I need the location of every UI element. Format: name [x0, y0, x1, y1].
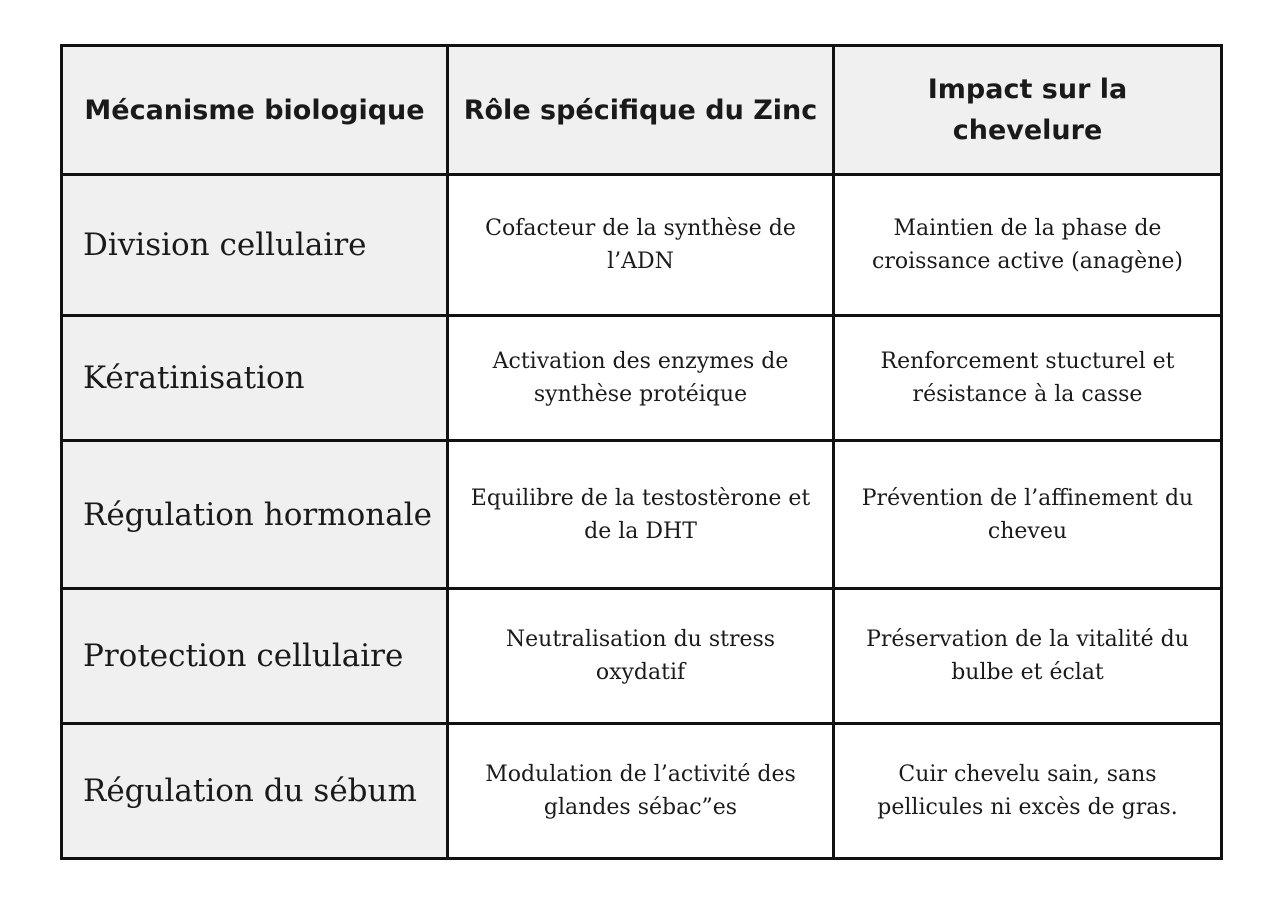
header-zinc-role: Rôle spécifique du Zinc [448, 46, 834, 175]
zinc-role-cell: Cofacteur de la synthèse de l’ADN [448, 175, 834, 316]
table-row [62, 175, 1222, 316]
zinc-role-cell: Modulation de l’activité des glandes sébac”es [448, 724, 834, 859]
hair-impact-cell: Préservation de la vitalité du bulbe et éclat [834, 589, 1222, 724]
zinc-hair-table [60, 44, 1223, 860]
hair-impact-cell: Prévention de l’affinement du cheveu [834, 441, 1222, 589]
mechanism-cell: Régulation du sébum [62, 724, 448, 859]
zinc-role-cell: Equilibre de la testostèrone et de la DHT [448, 441, 834, 589]
zinc-role-cell: Activation des enzymes de synthèse protéique [448, 316, 834, 441]
zinc-role-cell: Neutralisation du stress oxydatif [448, 589, 834, 724]
header-hair-impact: Impact sur la chevelure [834, 46, 1222, 175]
mechanism-cell: Division cellulaire [62, 175, 448, 316]
header-mechanism: Mécanisme biologique [62, 46, 448, 175]
mechanism-cell: Régulation hormonale [62, 441, 448, 589]
hair-impact-cell: Renforcement stucturel et résistance à la casse [834, 316, 1222, 441]
hair-impact-cell: Cuir chevelu sain, sans pellicules ni excès de gras. [834, 724, 1222, 859]
table-row [62, 589, 1222, 724]
table-row [62, 316, 1222, 441]
table-row [62, 441, 1222, 589]
header-row [62, 46, 1222, 175]
hair-impact-cell: Maintien de la phase de croissance active (anagène) [834, 175, 1222, 316]
table-body [62, 175, 1222, 859]
table-row [62, 724, 1222, 859]
table-header [62, 46, 1222, 175]
mechanism-cell: Kératinisation [62, 316, 448, 441]
mechanism-cell: Protection cellulaire [62, 589, 448, 724]
comparison-table-container [60, 44, 1220, 860]
